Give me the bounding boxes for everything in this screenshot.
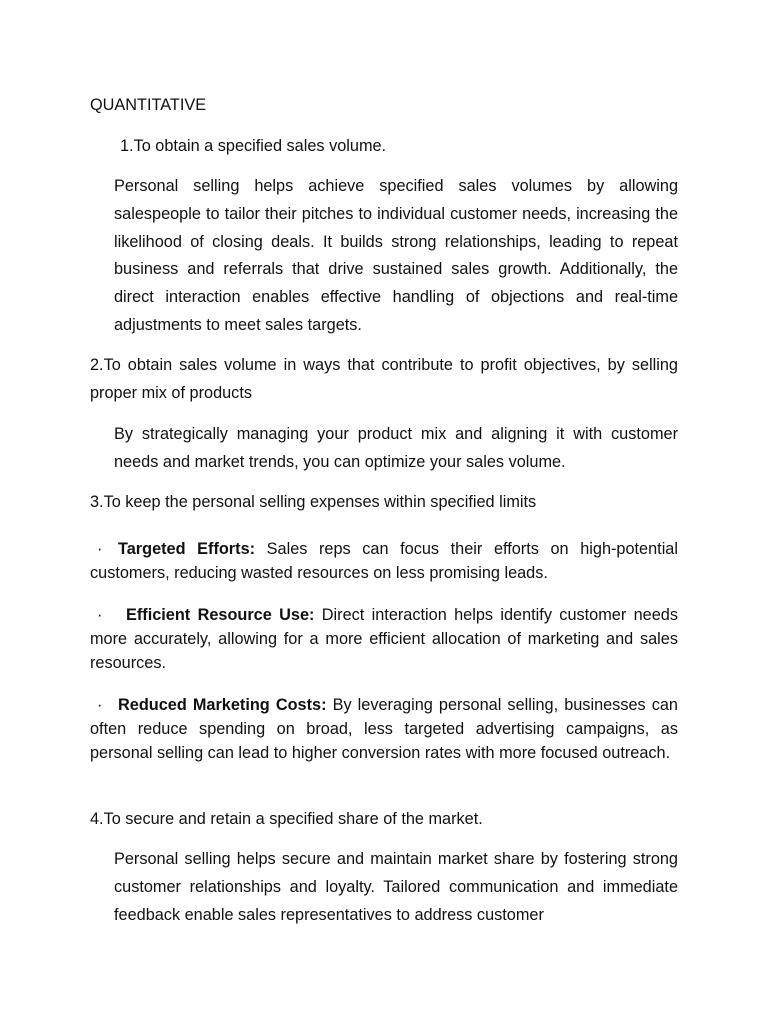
bullet-label: Reduced Marketing Costs:: [118, 696, 327, 714]
objective-2-body: By strategically managing your product mix and aligning it with customer needs and market trends, you can optimize your sales volume.: [114, 425, 678, 471]
objective-2-title: 2.To obtain sales volume in ways that contribute to profit objectives, by selling proper mix of products: [90, 356, 678, 402]
bullet-label: Efficient Resource Use:: [126, 606, 315, 624]
objective-1-body: Personal selling helps achieve specified sales volumes by allowing salespeople to tailor their pitches to individual customer needs, increasing the likelihood of closing deals. It builds strong relationships, leading to repeat business and referrals that drive sustained sales growth. Additionally, the direct interaction enables effective handling of objections and real-time adjustments to meet sales targets.: [114, 177, 678, 334]
objective-1-title: 1.To obtain a specified sales volume.: [120, 137, 387, 155]
bullet-marker: ·: [97, 696, 103, 714]
objective-4-body: Personal selling helps secure and maintain market share by fostering strong customer relationships and loyalty. Tailored communication and immediate feedback enable sales representatives to address customer: [114, 850, 678, 924]
section-heading: QUANTITATIVE: [90, 96, 207, 114]
bullet-text: Sales reps can focus their efforts on high-potential customers, reducing wasted resources on less promising leads.: [90, 540, 678, 583]
bullet-marker: ·: [97, 606, 103, 624]
bullet-efficient-resource-use: [90, 603, 678, 676]
bullet-targeted-efforts: [90, 537, 678, 585]
bullet-reduced-marketing-costs: [90, 693, 678, 766]
objective-4-title: 4.To secure and retain a specified share of the market.: [90, 810, 483, 828]
bullet-text: By leveraging personal selling, businesses can often reduce spending on broad, less targeted advertising campaigns, as personal selling can lead to higher conversion rates with more focused outreach.: [90, 696, 678, 763]
bullet-label: Targeted Efforts:: [118, 540, 256, 558]
bullet-text: Direct interaction helps identify customer needs more accurately, allowing for a more efficient allocation of marketing and sales resources.: [90, 606, 678, 673]
objective-3-title: 3.To keep the personal selling expenses within specified limits: [90, 493, 537, 511]
bullet-marker: ·: [97, 540, 103, 558]
